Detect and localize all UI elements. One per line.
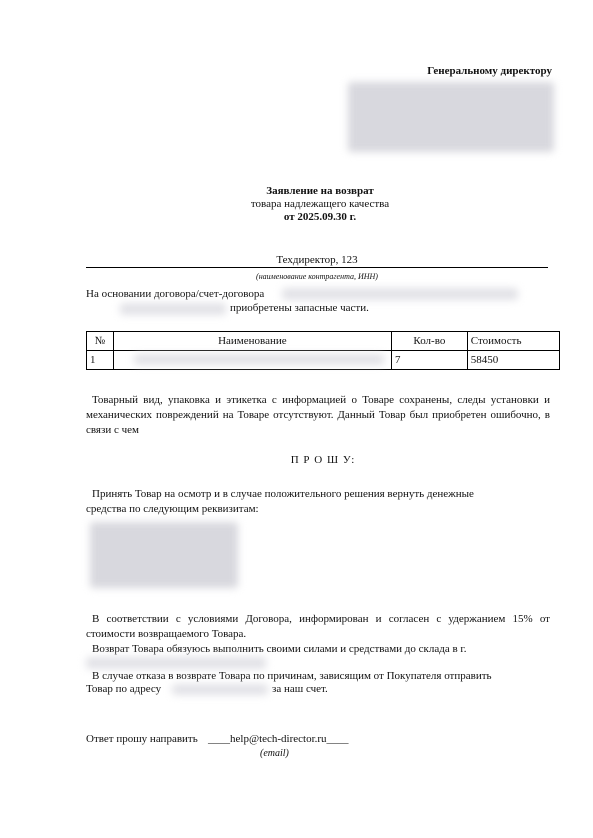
paragraph-delivery: Возврат Товара обязуюсь выполнить своими силами и средствами до склада в г. bbox=[92, 643, 467, 655]
paragraph-accept: Принять Товар на осмотр и в случае положительного решения вернуть денежные средства по следующим реквизитам: bbox=[86, 488, 474, 515]
reply-email: ____help@tech-director.ru____ bbox=[208, 733, 349, 745]
paragraph-deduction: В соответствии с условиями Договора, информирован и согласен с удержанием 15% от стоимости возвращаемого Товара. bbox=[86, 613, 550, 640]
redacted-contract-date bbox=[120, 303, 226, 315]
document-subtitle: товара надлежащего качества bbox=[250, 198, 390, 210]
reply-prefix: Ответ прошу направить bbox=[86, 733, 198, 745]
counterparty-caption: (наименование контрагента, ИНН) bbox=[256, 272, 378, 281]
paragraph-refusal-prefix: Товар по адресу bbox=[86, 683, 162, 695]
redacted-bank-details bbox=[90, 522, 238, 588]
redacted-return-address bbox=[172, 684, 268, 695]
column-header-name: Наименование bbox=[113, 332, 391, 351]
column-header-number: № bbox=[87, 332, 114, 351]
basis-prefix: На основании договора/счет-договора bbox=[86, 288, 265, 300]
document-title: Заявление на возврат bbox=[266, 185, 374, 197]
paragraph-condition: Товарный вид, упаковка и этикетка с информацией о Товаре сохранены, следы установки и механических повреждений на Товаре отсутствуют. Данный Товар был приобретен ошибочно, в связи с чем bbox=[86, 394, 550, 436]
document-date: от 2025.09.30 г. bbox=[283, 211, 357, 223]
column-header-quantity: Кол-во bbox=[391, 332, 467, 351]
cell-number: 1 bbox=[87, 351, 114, 370]
cell-name bbox=[113, 351, 391, 370]
paragraph-refusal-suffix: за наш счет. bbox=[272, 683, 328, 695]
redacted-item-name bbox=[134, 354, 384, 365]
table-header-row bbox=[87, 332, 560, 351]
paragraph-refusal-line1: В случае отказа в возврате Товара по причинам, зависящим от Покупателя отправить bbox=[92, 670, 492, 682]
basis-suffix: приобретены запасные части. bbox=[230, 302, 369, 314]
items-table bbox=[86, 331, 560, 370]
column-header-cost: Стоимость bbox=[467, 332, 559, 351]
redacted-contract-number bbox=[282, 288, 518, 300]
reply-email-caption: (email) bbox=[260, 748, 289, 759]
counterparty-underline bbox=[86, 267, 548, 268]
cell-cost: 58450 bbox=[467, 351, 559, 370]
redacted-warehouse-city bbox=[86, 657, 266, 669]
recipient-title: Генеральному директору bbox=[427, 65, 552, 77]
redacted-recipient-block bbox=[348, 82, 554, 152]
counterparty-value: Техдиректор, 123 bbox=[276, 254, 358, 266]
table-row bbox=[87, 351, 560, 370]
cell-quantity: 7 bbox=[391, 351, 467, 370]
request-heading: П Р О Ш У: bbox=[290, 454, 356, 466]
